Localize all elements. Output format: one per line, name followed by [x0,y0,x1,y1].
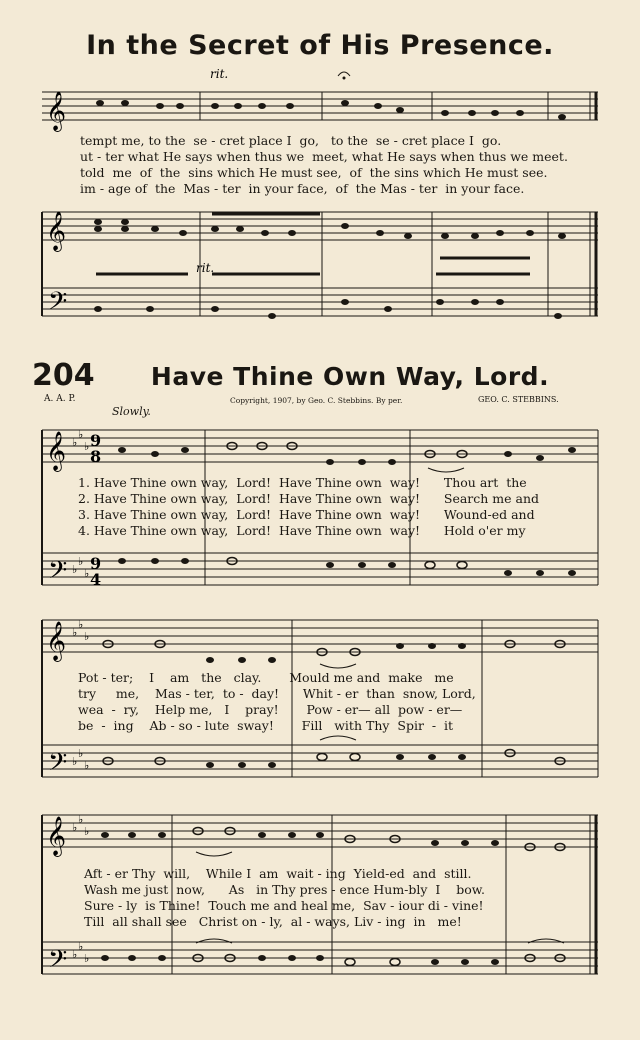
previous-hymn-verse-line: ut - ter what He says when thus we meet, what He says when thus we meet. [80,149,568,164]
svg-text:♭: ♭ [78,555,84,568]
tempo-marking: Slowly. [112,405,151,418]
svg-text:♭: ♭ [72,626,78,639]
previous-hymn-verse-line: tempt me, to the se - cret place I go, to the se - cret place I go. [80,133,502,148]
svg-text:♭: ♭ [78,428,84,441]
svg-text:♭: ♭ [72,755,78,768]
svg-text:9: 9 [90,431,102,450]
verse-line: 3. Have Thine own way, Lord! Have Thine own way! Wound-ed and [78,507,535,522]
svg-text:9: 9 [90,554,102,573]
svg-text:𝄞: 𝄞 [46,431,67,471]
svg-text:𝄢: 𝄢 [48,748,68,783]
composer: GEO. C. STEBBINS. [478,395,559,404]
svg-text:rit.: rit. [196,261,215,275]
previous-hymn-verse-line: told me of the sins which He must see, of the sins which He must see. [80,165,548,180]
verse-line: Wash me just now, As in Thy pres - ence Hum-bly I bow. [84,882,485,897]
verse-line: Pot - ter; I am the clay. Mould me and make me [78,670,454,685]
svg-text:♭: ♭ [84,759,90,772]
rit-mark: rit. [210,67,229,81]
verse-line: wea - ry, Help me, I pray! Pow - er— all pow - er— [78,702,463,717]
verse-line: Till all shall see Christ on - ly, al - ways, Liv - ing in me! [84,914,462,929]
svg-text:♭: ♭ [72,948,78,961]
verse-line: 1. Have Thine own way, Lord! Have Thine own way! Thou art the [78,475,527,490]
svg-text:♭: ♭ [72,563,78,576]
svg-text:𝄢: 𝄢 [48,556,68,591]
svg-text:♭: ♭ [84,567,90,580]
copyright-notice: Copyright, 1907, by Geo. C. Stebbins. By per. [230,396,403,405]
svg-text:8: 8 [90,447,102,466]
hymn-number: 204 [32,358,95,393]
svg-text:𝄢: 𝄢 [48,945,68,980]
svg-text:𝄞: 𝄞 [46,621,67,661]
verse-line: 4. Have Thine own way, Lord! Have Thine own way! Hold o'er my [78,523,526,538]
svg-text:♭: ♭ [84,825,90,838]
verse-line: try me, Mas - ter, to - day! Whit - er than snow, Lord, [78,686,476,701]
svg-text:𝄞: 𝄞 [46,91,67,131]
svg-text:♭: ♭ [84,952,90,965]
svg-text:𝄢: 𝄢 [48,287,68,322]
svg-text:♭: ♭ [72,436,78,449]
verse-line: Sure - ly is Thine! Touch me and heal me, Sav - iour di - vine! [84,898,484,913]
verse-line: Aft - er Thy will, While I am wait - ing Yield-ed and still. [84,866,472,881]
lyricist: A. A. P. [44,394,76,404]
previous-hymn-title: In the Secret of His Presence. [86,30,554,61]
svg-text:𝄞: 𝄞 [46,211,67,251]
svg-text:♭: ♭ [84,630,90,643]
hymn-title: Have Thine Own Way, Lord. [150,362,550,391]
svg-text:4: 4 [90,570,102,589]
verse-line: 2. Have Thine own way, Lord! Have Thine own way! Search me and [78,491,540,506]
svg-text:♭: ♭ [84,440,90,453]
svg-text:♭: ♭ [78,618,84,631]
verse-line: be - ing Ab - so - lute sway! Fill with Thy Spir - it [78,718,454,733]
svg-text:♭: ♭ [78,813,84,826]
svg-text:♭: ♭ [78,747,84,760]
svg-text:𝄞: 𝄞 [46,816,67,856]
svg-text:♭: ♭ [72,821,78,834]
previous-hymn-verse-line: im - age of the Mas - ter in your face, of the Mas - ter in your face. [80,181,525,196]
svg-text:♭: ♭ [78,940,84,953]
